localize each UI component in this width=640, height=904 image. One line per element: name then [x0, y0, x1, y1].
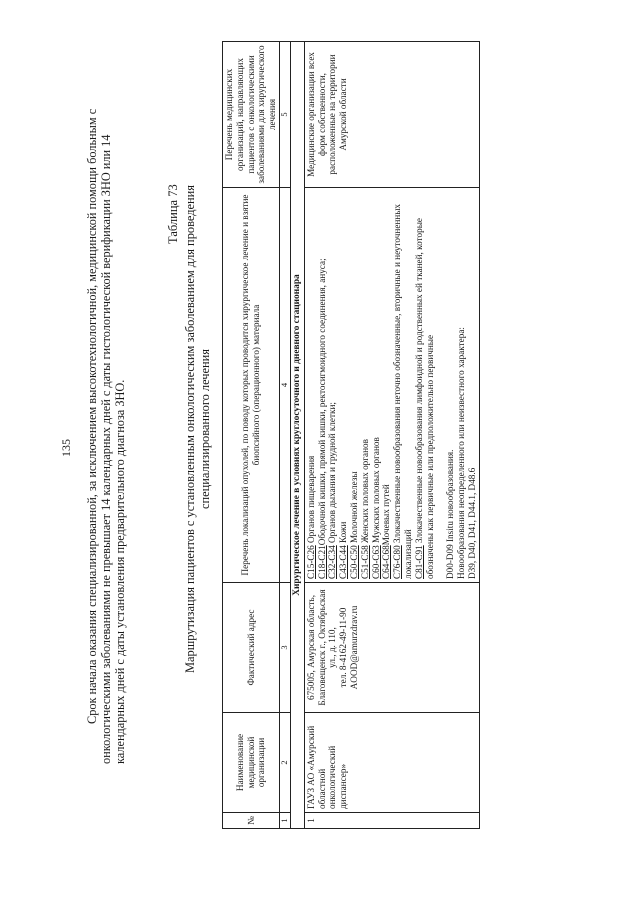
- localization-desc: Ободочной кишки, прямой кишки, ректосигмоидного соединения, ануса;: [316, 258, 327, 546]
- localization-desc: Молочной железы: [348, 471, 359, 546]
- localization-desc: Женских половых органов: [359, 439, 370, 546]
- table-label: Таблица 73: [166, 184, 180, 244]
- header-org: Наименование медицинской организации: [223, 713, 280, 813]
- header-address: Фактический адрес: [223, 583, 280, 713]
- localization-cell: [304, 188, 479, 583]
- column-number-row: [279, 42, 290, 829]
- localization-item: [317, 191, 328, 579]
- localization-desc: Злокачественные новообразования неточно обозначенные, вторичные и неуточненных локализаций: [392, 204, 413, 579]
- col-number: 1: [279, 813, 290, 829]
- in-situ-text: D00-D09 Insitu новообразования.: [445, 449, 456, 579]
- icd-code: С15-С26: [305, 545, 316, 579]
- address-text: 675005, Амурская область, Благовещенск г., Октябрьская ул., д. 110,: [305, 589, 338, 706]
- table-heading: Маршрутизация пациентов с установленным онкологическим заболеванием для проведения специализированного лечения: [183, 185, 212, 673]
- routing-table: [222, 41, 480, 829]
- localization-desc: Кожи: [338, 521, 349, 546]
- email-text: AOOD@amurzdrav.ru: [348, 605, 359, 690]
- localization-item: [381, 191, 392, 579]
- icd-code: С50-С50: [348, 545, 359, 579]
- localization-desc: Мужских половых органов: [370, 437, 381, 546]
- localization-desc: Злокачественные новообразования лимфоидной и родственных ей тканей, которые обозначены как первичные или предположительно первичные: [413, 218, 435, 579]
- org-name: ГАУЗ АО «Амурский областной онкологический диспансер»: [304, 713, 479, 813]
- phone-text: тел. 8-4162-49-11-90: [338, 607, 349, 688]
- address-cell: [304, 583, 479, 713]
- icd-code: С32-С34: [327, 545, 338, 579]
- localization-item: [338, 191, 349, 579]
- uncertain-codes: D39, D40, D41, D44.1, D48.6: [466, 467, 477, 579]
- row-number: 1: [304, 813, 479, 829]
- icd-code: С18-С21: [316, 545, 327, 579]
- localization-item: [349, 191, 360, 579]
- icd-code: С51-С58: [359, 545, 370, 579]
- page-number: 135: [59, 439, 73, 457]
- table-row: [304, 42, 479, 829]
- col-number: 4: [279, 188, 290, 583]
- localization-item: [414, 191, 436, 579]
- intro-paragraph: Срок начала оказания специализированной, за исключением высокотехнологичной, медицинской помощи больным с онкологическими заболеваниями не превышает 14 календарных дней с даты гистологической верификации ЗНО или 14 календарных дней с даты установления предварительного диагноза ЗНО.: [85, 108, 128, 764]
- header-row: [223, 42, 280, 829]
- header-referring: Перечень медицинских организаций, направляющих пациентов с онкологическими заболеваниями для хирургического лечения: [223, 42, 280, 188]
- icd-code: С60-С63: [370, 545, 381, 579]
- localization-desc: Органов дыхания и грудной клетки;: [327, 402, 338, 546]
- referring-orgs: Медицинские организации всех форм собственности, расположенные на территории Амурской области: [304, 42, 479, 188]
- localization-item: [371, 191, 382, 579]
- col-number: 3: [279, 583, 290, 713]
- spacer: [435, 191, 445, 579]
- section-row: [290, 42, 304, 829]
- section-title: Хирургическое лечение в условиях круглосуточного и дневного стационара: [290, 42, 304, 829]
- localization-item: [327, 191, 338, 579]
- uncertain-text: Новообразования неопределенного или неизвестного характера:: [456, 327, 467, 579]
- localization-item: [360, 191, 371, 579]
- localization-item: [306, 191, 317, 579]
- icd-code: С43-С44: [338, 545, 349, 579]
- icd-code: С64-С68: [381, 545, 392, 579]
- col-number: 2: [279, 713, 290, 813]
- localization-desc: Мочевых путей: [381, 484, 392, 546]
- header-localization: Перечень локализаций опухолей, по поводу которых проводится хирургическое лечение и взятие биопсийного (операционного) материала: [223, 188, 280, 583]
- col-number: 5: [279, 42, 290, 188]
- icd-code: С76-С80: [392, 545, 403, 579]
- localization-desc: Органов пищеварения: [305, 455, 316, 546]
- localization-item: [392, 191, 414, 579]
- icd-code: С81-С91: [413, 545, 424, 579]
- header-num: №: [223, 813, 280, 829]
